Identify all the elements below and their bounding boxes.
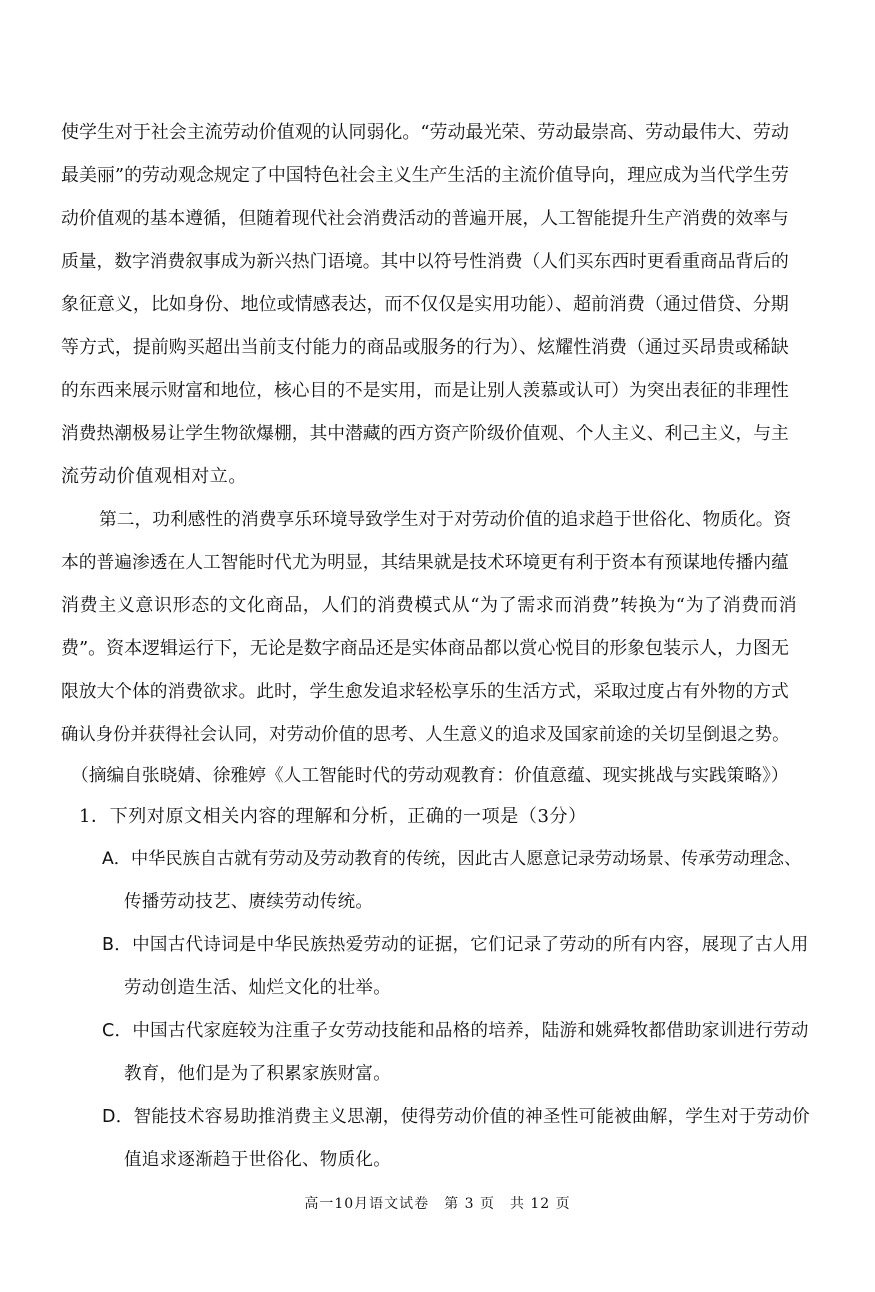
paragraph-1-line: 动价值观的基本遵循，但随着现代社会消费活动的普遍开展，人工智能提升生产消费的效率与 (61, 209, 789, 229)
question-stem: 1．下列对原文相关内容的理解和分析，正确的一项是（3分） (79, 806, 587, 827)
paragraph-1-line: 等方式，提前购买超出当前支付能力的商品或服务的行为）、炫耀性消费（通过买昂贵或稀缺 (61, 337, 789, 358)
paragraph-2-line: 消费主义意识形态的文化商品，人们的消费模式从“为了需求而消费”转换为“为了消费而消 (61, 595, 798, 616)
paragraph-1-line: 最美丽”的劳动观念规定了中国特色社会主义生产生活的主流价值导向，理应成为当代学生劳 (61, 165, 789, 186)
paragraph-1-line: 消费热潮极易让学生物欲爆棚，其中潜藏的西方资产阶级价值观、个人主义、利己主义，与主 (61, 424, 789, 444)
paragraph-1-line: 质量，数字消费叙事成为新兴热门语境。其中以符号性消费（人们买东西时更看重商品背后的 (61, 252, 789, 272)
option-d-line-1: D．智能技术容易助推消费主义思潮，使得劳动价值的神圣性可能被曲解，学生对于劳动价 (102, 1107, 810, 1127)
option-c-line-1: C．中国古代家庭较为注重子女劳动技能和品格的培养，陆游和姚舜牧都借助家训进行劳动 (102, 1021, 809, 1041)
paragraph-1-line: 象征意义，比如身份、地位或情感表达，而不仅仅是实用功能）、超前消费（通过借贷、分期 (61, 294, 789, 315)
page-footer: 高一10月语文试卷 第 3 页 共 12 页 (304, 1196, 571, 1212)
paragraph-2-line: 第二，功利感性的消费享乐环境导致学生对于对劳动价值的追求趋于世俗化、物质化。资 (99, 510, 792, 530)
option-d-line-2: 值追求逐渐趋于世俗化、物质化。 (124, 1150, 391, 1170)
option-a-line-1: A．中华民族自古就有劳动及劳动教育的传统，因此古人愿意记录劳动场景、传承劳动理念、 (102, 849, 802, 869)
option-a-line-2: 传播劳动技艺、赓续劳动传统。 (124, 892, 374, 912)
paragraph-2-line: 费”。资本逻辑运行下，无论是数字商品还是实体商品都以赏心悦目的形象包装示人，力图无 (61, 638, 789, 659)
option-c-line-2: 教育，他们是为了积累家族财富。 (124, 1064, 391, 1084)
paragraph-1-line: 的东西来展示财富和地位，核心目的不是实用，而是让别人羡慕或认可）为突出表征的非理性 (61, 381, 789, 401)
option-b-line-1: B．中国古代诗词是中华民族热爱劳动的证据，它们记录了劳动的所有内容，展现了古人用 (102, 935, 809, 955)
source-citation: （摘编自张晓婧、徐雅婷《人工智能时代的劳动观教育：价值意蕴、现实挑战与实践策略》） (71, 766, 789, 786)
paragraph-2-line: 本的普遍渗透在人工智能时代尤为明显，其结果就是技术环境更有利于资本有预谋地传播内蕴 (61, 553, 789, 573)
paragraph-2-line: 确认身份并获得社会认同，对劳动价值的思考、人生意义的追求及国家前途的关切呈倒退之势。 (61, 725, 790, 745)
paragraph-2-line: 限放大个体的消费欲求。此时，学生愈发追求轻松享乐的生活方式，采取过度占有外物的方式 (61, 682, 789, 702)
option-b-line-2: 劳动创造生活、灿烂文化的壮举。 (124, 978, 391, 998)
paragraph-1-line: 流劳动价值观相对立。 (61, 466, 247, 487)
paragraph-1-line: 使学生对于社会主流劳动价值观的认同弱化。“劳动最光荣、劳动最崇高、劳动最伟大、劳动 (61, 122, 789, 143)
